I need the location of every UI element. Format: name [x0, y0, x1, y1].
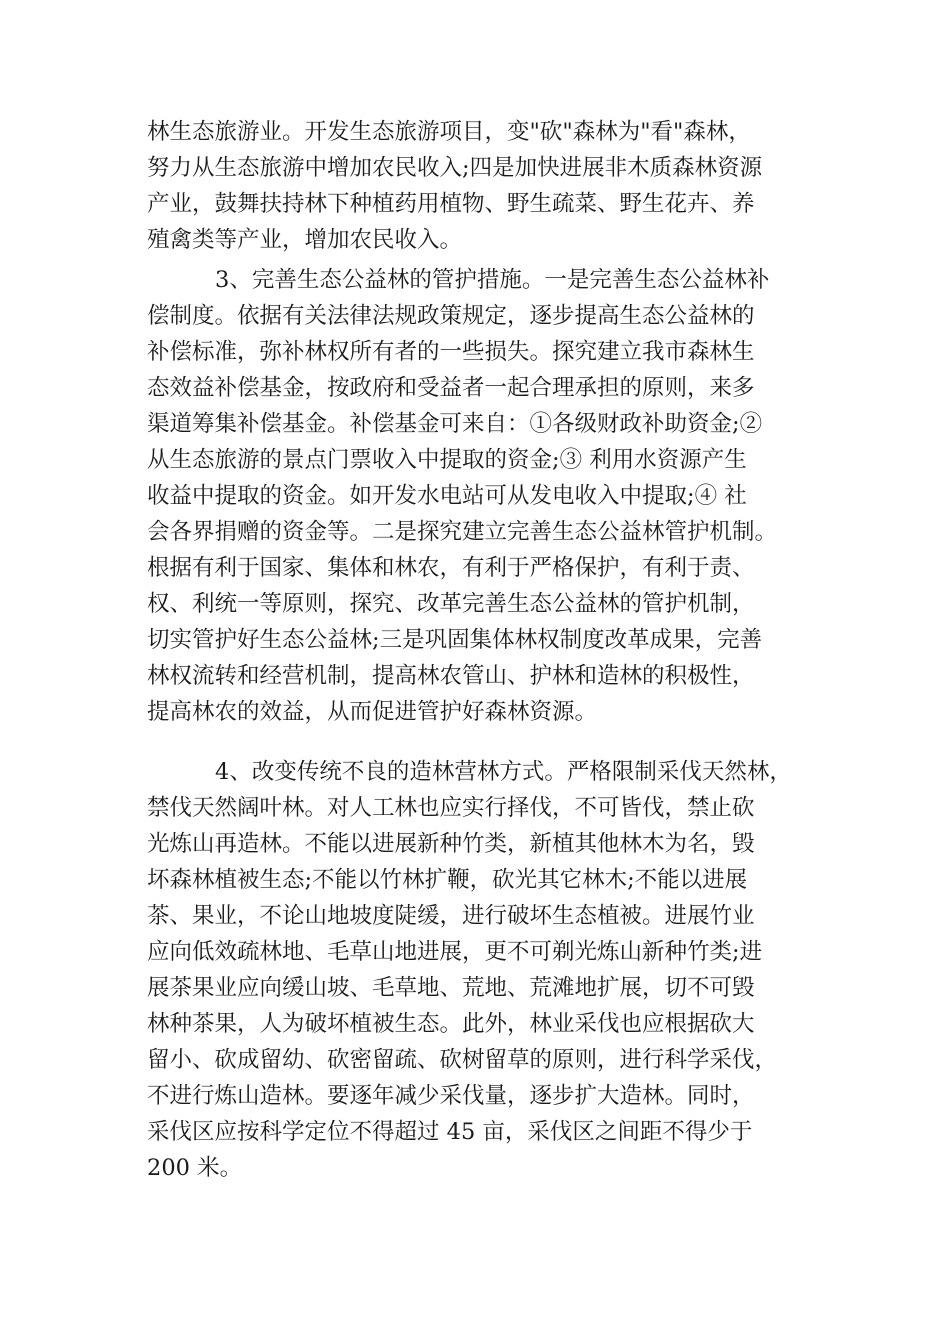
text-line: 林权流转和经营机制，提高林农管山、护林和造林的积极性， — [147, 663, 755, 689]
text-line: 禁伐天然阔叶林。对人工林也应实行择伐，不可皆伐，禁止砍 — [147, 795, 755, 821]
text-line: 产业，鼓舞扶持林下种植药用植物、野生疏菜、野生花卉、养 — [147, 191, 755, 217]
text-line: 渠道筹集补偿基金。补偿基金可来自：①各级财政补助资金;② — [147, 411, 763, 437]
text-line: 林种茶果，人为破坏植被生态。此外，林业采伐也应根据砍大 — [147, 1011, 755, 1037]
text-line: 坏森林植被生态;不能以竹林扩鞭，砍光其它林木;不能以进展 — [147, 867, 748, 893]
paragraph-3-first-line: 3、完善生态公益林的管护措施。一是完善生态公益林补 — [215, 267, 770, 293]
text-line: 努力从生态旅游中增加农民收入;四是加快进展非木质森林资源 — [147, 155, 763, 181]
text-line: 补偿标准，弥补林权所有者的一些损失。探究建立我市森林生 — [147, 339, 755, 365]
text-line: 留小、砍成留幼、砍密留疏、砍树留草的原则，进行科学采伐， — [147, 1047, 778, 1073]
text-line: 切实管护好生态公益林;三是巩固集体林权制度改革成果，完善 — [147, 627, 763, 653]
paragraph-4-first-line: 4、改变传统不良的造林营林方式。严格限制采伐天然林， — [215, 759, 792, 785]
text-line: 权、利统一等原则，探究、改革完善生态公益林的管护机制， — [147, 591, 755, 617]
text-line: 提高林农的效益，从而促进管护好森林资源。 — [147, 699, 598, 725]
text-line: 茶、果业，不论山地坡度陡缓，进行破坏生态植被。进展竹业 — [147, 903, 755, 929]
text-line: 根据有利于国家、集体和林农，有利于严格保护，有利于责、 — [147, 555, 755, 581]
text-line: 收益中提取的资金。如开发水电站可从发电收入中提取;④ 社 — [147, 483, 747, 509]
text-line: 展茶果业应向缓山坡、毛草地、荒地、荒滩地扩展，切不可毁 — [147, 975, 755, 1001]
text-line: 应向低效疏林地、毛草山地进展，更不可剃光炼山新种竹类;进 — [147, 939, 763, 965]
text-line: 从生态旅游的景点门票收入中提取的资金;③ 利用水资源产生 — [147, 447, 747, 473]
text-line: 采伐区应按科学定位不得超过 45 亩，采伐区之间距不得少于 — [147, 1119, 753, 1145]
text-line: 200 米。 — [147, 1155, 243, 1181]
text-line: 偿制度。依据有关法律法规政策规定，逐步提高生态公益林的 — [147, 303, 755, 329]
text-line: 会各界捐赠的资金等。二是探究建立完善生态公益林管护机制。 — [147, 519, 778, 545]
text-line: 态效益补偿基金，按政府和受益者一起合理承担的原则，来多 — [147, 375, 755, 401]
text-line: 不进行炼山造林。要逐年减少采伐量，逐步扩大造林。同时， — [147, 1083, 755, 1109]
text-line: 殖禽类等产业，增加农民收入。 — [147, 227, 463, 253]
text-line: 光炼山再造林。不能以进展新种竹类，新植其他林木为名，毁 — [147, 831, 755, 857]
text-line: 林生态旅游业。开发生态旅游项目，变"砍"森林为"看"森林， — [147, 119, 751, 145]
